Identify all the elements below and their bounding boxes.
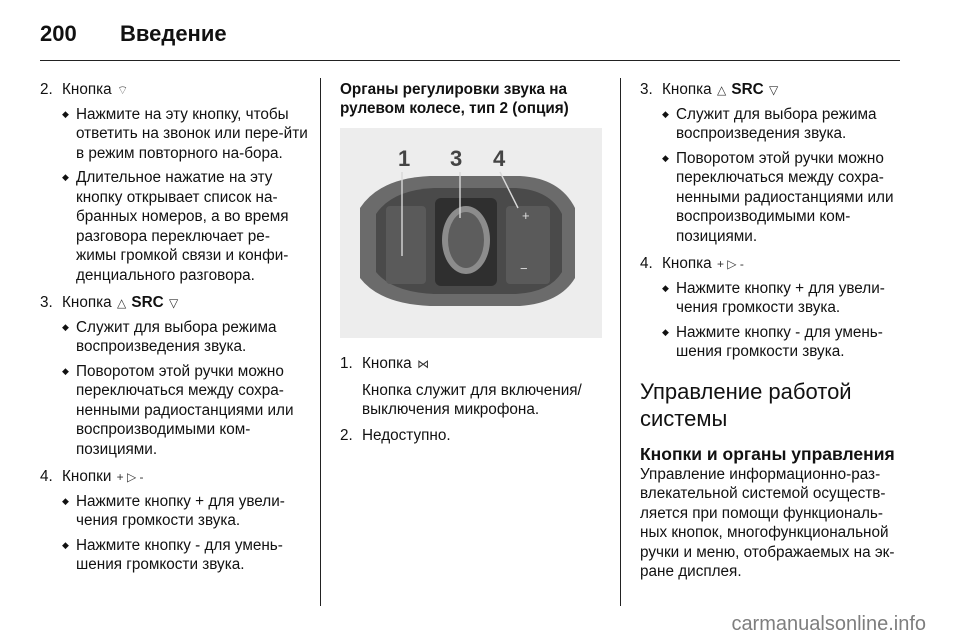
down-arrow-icon: ▽: [168, 296, 179, 310]
bullet-item: ◆ Поворотом этой ручки можно переключаться между сохра-ненными радиостанциями или воспроизводимыми ком-позициями.: [62, 362, 310, 460]
bullet-list: [62, 318, 310, 460]
bullet-list: [662, 105, 902, 247]
callout-3: 3: [450, 146, 463, 171]
bullet-item: ◆ Нажмите кнопку - для умень-шения громкости звука.: [662, 323, 902, 362]
item-number: 1.: [340, 355, 353, 372]
volume-icon: + ▷ -: [116, 470, 144, 484]
column-divider-1: [320, 78, 321, 606]
bullet-item: ◆ Нажмите кнопку - для умень-шения громкости звука.: [62, 536, 310, 575]
bullet-item: ◆ Нажмите на эту кнопку, чтобы ответить на звонок или пере-йти в режим повторного на-бора.: [62, 105, 310, 164]
section-heading-large: Управление работой системы: [640, 378, 852, 431]
item-number: 4.: [40, 468, 53, 485]
steering-controls-illustration: [340, 128, 602, 338]
item-label: Кнопка: [662, 255, 712, 272]
list-item: [40, 80, 310, 285]
up-arrow-icon: △: [716, 83, 727, 97]
item-label: Кнопка: [62, 294, 112, 311]
svg-text:+: +: [522, 208, 530, 223]
item-number: 4.: [640, 255, 653, 272]
down-arrow-icon: ▽: [768, 83, 779, 97]
item-label: Кнопка: [362, 355, 412, 372]
column-2: [340, 80, 602, 451]
src-label: SRC: [731, 81, 764, 98]
item-label: Кнопка: [662, 81, 712, 98]
item-label: Кнопка: [62, 81, 112, 98]
volume-icon: + ▷ -: [716, 257, 744, 271]
list-item: [340, 426, 602, 446]
mute-microphone-icon: ⋈: [416, 357, 429, 371]
column-divider-2: [620, 78, 621, 606]
item-number: 3.: [40, 294, 53, 311]
section-heading: Органы регулировки звука на рулевом колесе, тип 2 (опция): [340, 81, 569, 117]
phone-icon: ⌔: [116, 83, 129, 97]
item-label: Кнопки: [62, 468, 112, 485]
body-paragraph: Управление информационно-раз-влекательной системой осуществ-ляется при помощи функциональ-ных кнопок, многофункциональной ручки и меню, отображаемых на эк-ране дисплея.: [640, 465, 895, 580]
item-number: 3.: [640, 81, 653, 98]
bullet-item: ◆ Служит для выбора режима воспроизведения звука.: [662, 105, 902, 144]
item-label: Недоступно.: [362, 426, 451, 444]
callout-1: 1: [398, 146, 411, 171]
bullet-item: ◆ Служит для выбора режима воспроизведения звука.: [62, 318, 310, 357]
column-3: [640, 80, 902, 582]
bullet-list: [62, 492, 310, 575]
item-number: 2.: [40, 81, 53, 98]
page-header: [40, 14, 227, 54]
callout-4: 4: [493, 146, 506, 171]
item-description: Кнопка служит для включения/выключения микрофона.: [362, 381, 582, 418]
svg-text:−: −: [520, 261, 528, 276]
bullet-list: [662, 279, 902, 362]
column-1: [40, 80, 310, 583]
steering-wheel-controls-figure: [340, 128, 602, 338]
list-item: [640, 80, 902, 246]
bullet-item: ◆ Нажмите кнопку + для увели-чения громкости звука.: [62, 492, 310, 531]
bullet-item: ◆ Нажмите кнопку + для увели-чения громкости звука.: [662, 279, 902, 318]
header-rule: [40, 60, 900, 61]
list-item: [640, 254, 902, 362]
bullet-list: [62, 105, 310, 286]
watermark: carmanualsonline.info: [731, 613, 926, 635]
src-label: SRC: [131, 294, 164, 311]
page-number: 200: [40, 21, 77, 46]
list-item: [40, 293, 310, 459]
up-arrow-icon: △: [116, 296, 127, 310]
page-title: Введение: [120, 21, 227, 46]
list-item: [340, 354, 602, 420]
item-number: 2.: [340, 426, 353, 444]
bullet-item: ◆ Поворотом этой ручки можно переключаться между сохра-ненными радиостанциями или воспроизводимыми ком-позициями.: [662, 149, 902, 247]
list-item: [40, 467, 310, 575]
section-heading-medium: Кнопки и органы управления: [640, 443, 895, 464]
bullet-item: ◆ Длительное нажатие на эту кнопку открывает список на-бранных номеров, а во время разговора переключает ре-жимы громкой связи и конфи-денциального разговора.: [62, 168, 310, 285]
